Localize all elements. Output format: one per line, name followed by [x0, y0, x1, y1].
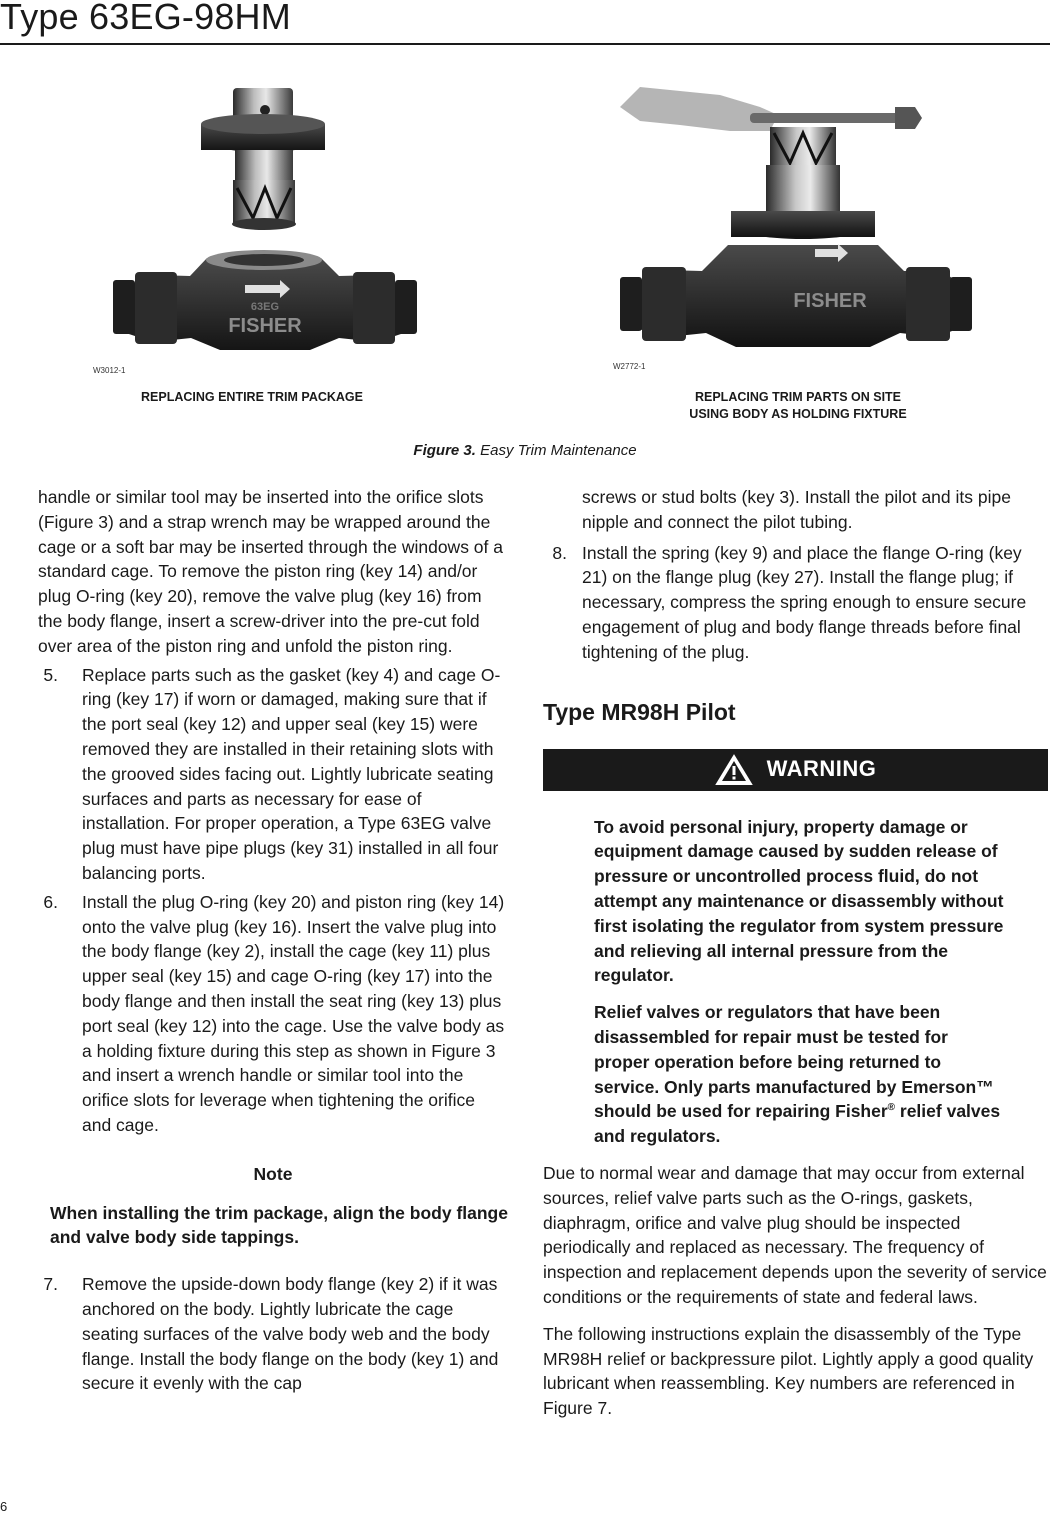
title-rule — [0, 43, 1050, 45]
figure-title-text: Easy Trim Maintenance — [480, 442, 637, 459]
step-6 — [38, 890, 508, 1138]
step-7-text: Remove the upside-down body flange (key 2) if it was anchored on the body. Lightly lubricate the cage seating surfaces of the valve body web and the body flange. Install the body flange on the body (key 1) and secure it evenly with the cap — [82, 1274, 499, 1394]
caption-right-line1: REPLACING TRIM PARTS ON SITE — [694, 390, 902, 404]
warning-paragraph-2b: relief valves and regulators. — [594, 1101, 1001, 1147]
warning-triangle-icon — [715, 754, 753, 786]
maintenance-paragraph: Due to normal wear and damage that may occur from external sources, relief valve parts such as the O-rings, gaskets, diaphragm, orifice and valve plug should be inspected periodically and replaced as necessary. The frequency of inspection and replacement depends upon the severity of service conditions or the requirements of state and federal laws. — [543, 1162, 1047, 1307]
fisher-stamp-right: FISHER — [793, 290, 867, 312]
warning-paragraph-2a: Relief valves or regulators that have been disassembled for repair must be tested for proper operation before being returned to service. Only parts manufactured by Emerson™ should be used for repairing Fisher — [594, 1002, 994, 1122]
step-5 — [38, 663, 508, 886]
caption-left: REPLACING ENTIRE TRIM PACKAGE — [141, 390, 363, 404]
step-5-number: 5. — [43, 664, 58, 685]
warning-paragraph-1: To avoid personal injury, property damage or equipment damage caused by sudden release of pressure or uncontrolled process fluid, do not attempt any maintenance or disassembly without first isolating the regulator from system pressure and relieving all internal pressure from the regulator. — [594, 816, 1004, 986]
note-heading: Note — [253, 1163, 293, 1184]
figure-title-label: Figure 3. — [413, 442, 476, 459]
caption-right-line2: USING BODY AS HOLDING FIXTURE — [689, 407, 907, 421]
step-8-number: 8. — [552, 542, 567, 563]
warning-paragraph-2 — [594, 1000, 1008, 1149]
page-number: 6 — [0, 1499, 8, 1514]
step-6-number: 6. — [43, 891, 58, 912]
right-column — [543, 485, 1048, 1421]
warning-label: WARNING — [766, 756, 877, 782]
step-6-text: Install the plug O-ring (key 20) and piston ring (key 14) onto the valve plug (key 16). Insert the valve plug into the body flange (key 2), install the cage (key 11) plus upper seal (key 15) and cage O-ring (key 17) into the body flange and then install the seat ring (key 13) plus port seal (key 12) into the cage. Use the valve body as a holding fixture during this step as shown in Figure 3 and insert a wrench handle or similar tool into the orifice slots for leverage when tightening the orifice and cage. — [82, 891, 505, 1135]
body-marking: 63EG — [250, 301, 280, 313]
trim-package-photo — [95, 80, 425, 370]
step-7 — [38, 1272, 508, 1396]
trim-on-site-photo — [610, 85, 975, 370]
figure-left-id: W3012-1 — [93, 366, 126, 375]
right-continuation: screws or stud bolts (key 3). Install the pilot and its pipe nipple and connect the pilot tubing. — [582, 487, 1011, 532]
left-column — [38, 485, 508, 1396]
step-5-text: Replace parts such as the gasket (key 4) and cage O-ring (key 17) if worn or damaged, making sure that if the port seal (key 12) and upper seal (key 15) were removed they are installed in their retaining slots with the grooved sides facing out. Lightly lubricate seating surfaces and parts as necessary for ease of installation. For proper operation, a Type 63EG valve plug must have pipe plugs (key 31) installed in all four balancing ports. — [82, 664, 501, 883]
registered-mark: ® — [887, 1102, 896, 1114]
left-continuation: handle or similar tool may be inserted into the orifice slots (Figure 3) and a strap wrench may be wrapped around the cage or a soft bar may be inserted through the windows of a standard cage. To remove the piston ring (key 14) and/or plug O-ring (key 20), remove the valve plug (key 16) from the body flange, insert a screw-driver into the pre-cut fold over area of the piston ring and unfold the piston ring. — [38, 487, 503, 656]
step-8 — [543, 541, 1048, 665]
step-8-text: Install the spring (key 9) and place the flange O-ring (key 21) on the flange plug (key 27). Install the flange plug; if necessary, compress the spring enough to ensure secure engagement of plug and body flange threads before final tightening of the plug. — [582, 542, 1027, 662]
figure-right-id: W2772-1 — [613, 362, 646, 371]
section-heading: Type MR98H Pilot — [543, 698, 736, 725]
page-title: Type 63EG-98HM — [0, 0, 291, 37]
step-7-number: 7. — [43, 1274, 58, 1295]
warning-banner — [543, 749, 1048, 791]
disassembly-paragraph: The following instructions explain the disassembly of the Type MR98H relief or backpressure pilot. Lightly apply a good quality lubricant when reassembling. Key numbers are referenced in Figure 7. — [543, 1323, 1034, 1419]
note-text: When installing the trim package, align the body flange and valve body side tappings. — [50, 1202, 508, 1248]
warning-body — [543, 815, 1048, 1149]
fisher-stamp: FISHER — [228, 315, 302, 337]
figure-title — [0, 442, 1050, 459]
